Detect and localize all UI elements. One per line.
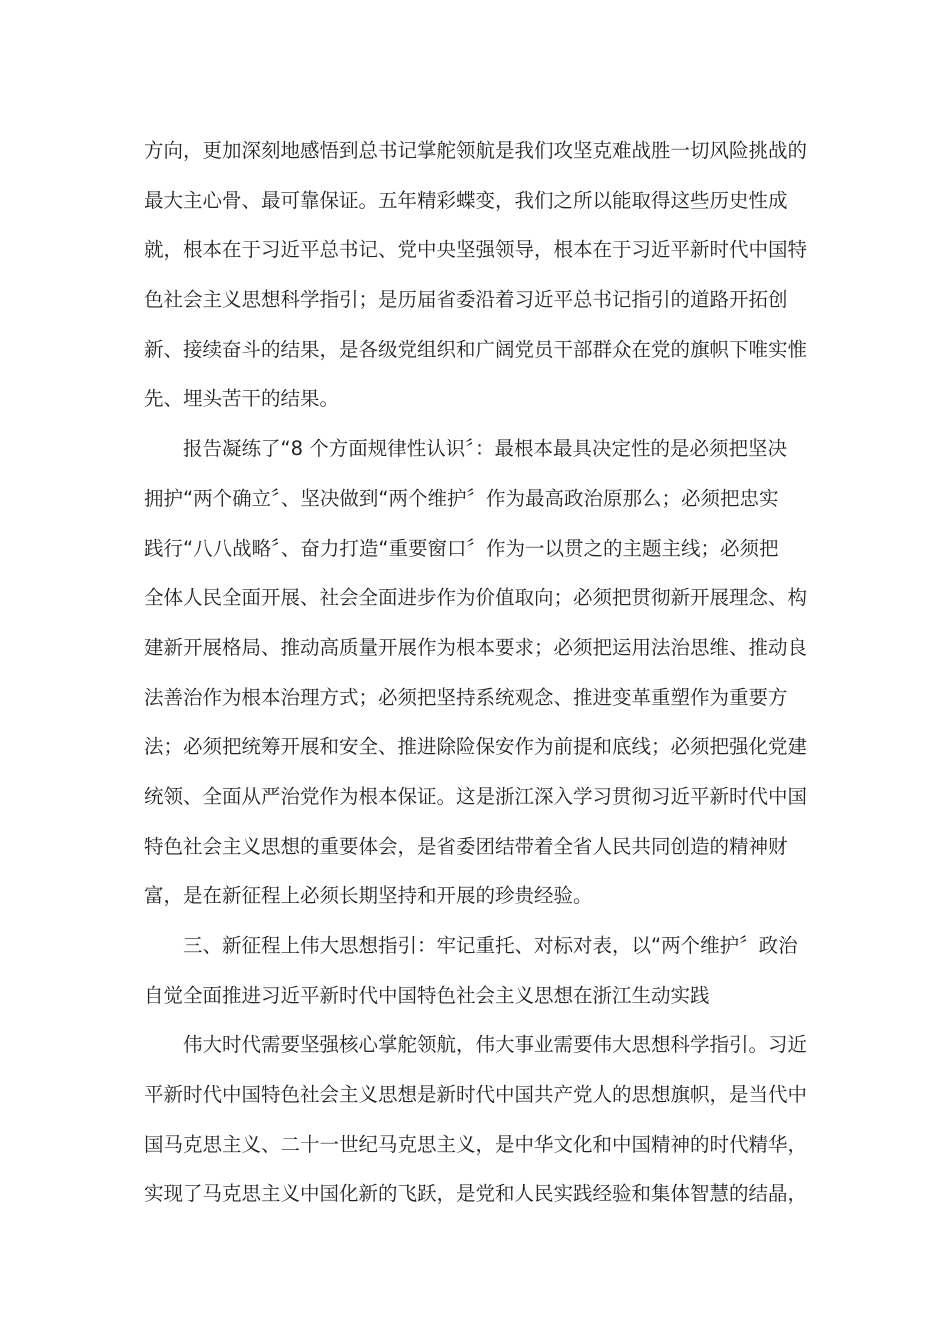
text-line: 拥护“两个确立〞、坚决做到“两个维护〞作为最高政治原那么；必须把忠实 xyxy=(144,486,779,510)
text-line: 全体人民全面开展、社会全面进步作为价值取向；必须把贯彻新开展理念、构 xyxy=(144,586,808,610)
text-line: 方向，更加深刻地感悟到总书记掌舵领航是我们攻坚克难战胜一切风险挑战的 xyxy=(144,139,808,162)
text-line: 法善治作为根本治理方式；必须把坚持系统观念、推进变革重塑作为重要方 xyxy=(144,685,788,709)
text-line: 最大主心骨、最可靠保证。五年精彩蝶变，我们之所以能取得这些历史性成 xyxy=(144,188,788,212)
text-line: 统领、全面从严治党作为根本保证。这是浙江深入学习贯彻习近平新时代中国 xyxy=(144,784,808,808)
text-line: 践行“八八战略〞、奋力打造“重要窗口〞作为一以贯之的主题主线；必须把 xyxy=(144,536,779,560)
paragraph-first-line: 伟大时代需要坚强核心掌舵领航，伟大事业需要伟大思想科学指引。习近 xyxy=(183,1033,808,1057)
text-line: 实现了马克思主义中国化新的飞跃，是党和人民实践经验和集体智慧的结晶， xyxy=(144,1182,808,1206)
document-body xyxy=(144,126,808,1219)
text-line: 国马克思主义、二十一世纪马克思主义，是中华文化和中国精神的时代精华， xyxy=(144,1132,808,1156)
text-line: 建新开展格局、推动高质量开展作为根本要求；必须把运用法治思维、推动良 xyxy=(144,635,808,659)
text-line: 特色社会主义思想的重要体会，是省委团结带着全省人民共同创造的精神财 xyxy=(144,834,788,858)
paragraph-first-line: 报告凝练了“8 个方面规律性认识〞：最根本最具决定性的是必须把坚决 xyxy=(183,437,787,461)
section-heading-line: 自觉全面推进习近平新时代中国特色社会主义思想在浙江生动实践 xyxy=(144,983,710,1007)
text-line: 就，根本在于习近平总书记、党中央坚强领导，根本在于习近平新时代中国特 xyxy=(144,238,808,262)
text-line: 法；必须把统筹开展和安全、推进除险保安作为前提和底线；必须把强化党建 xyxy=(144,735,808,759)
text-line: 新、接续奋斗的结果，是各级党组织和广阔党员干部群众在党的旗帜下唯实惟 xyxy=(144,337,808,361)
text-line: 富，是在新征程上必须长期坚持和开展的珍贵经验。 xyxy=(144,884,593,908)
text-line: 色社会主义思想科学指引；是历届省委沿着习近平总书记指引的道路开拓创 xyxy=(144,288,788,312)
section-heading-line: 三、新征程上伟大思想指引：牢记重托、对标对表，以“两个维护〞政治 xyxy=(183,934,798,957)
text-line: 平新时代中国特色社会主义思想是新时代中国共产党人的思想旗帜，是当代中 xyxy=(144,1083,808,1107)
text-line: 先、埋头苦干的结果。 xyxy=(144,387,340,411)
